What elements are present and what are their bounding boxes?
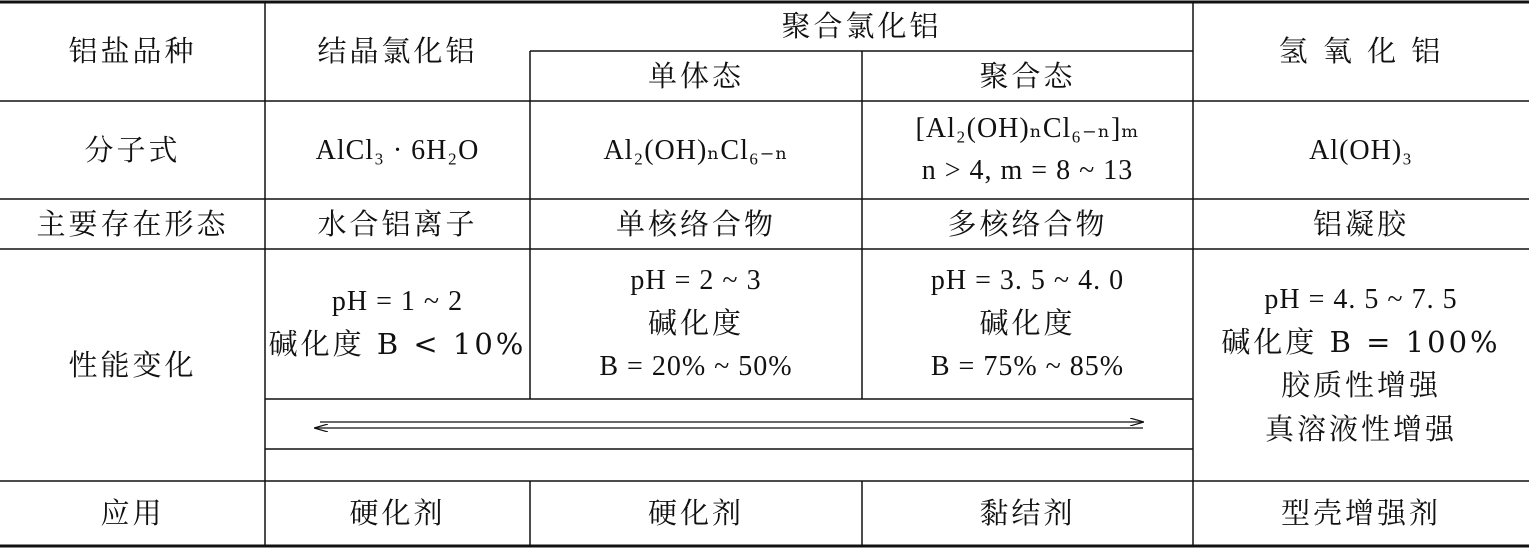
performance-label: 性能变化 xyxy=(68,347,197,382)
header-crystal: 结晶氯化铝 xyxy=(317,34,478,69)
header-row-label: 铝盐品种 xyxy=(68,34,197,69)
application-polymer: 黏结剂 xyxy=(979,496,1076,531)
performance-hydroxide-colloid: 胶质性增强 xyxy=(1280,368,1441,403)
form-hydroxide: 铝凝胶 xyxy=(1312,206,1409,241)
form-label: 主要存在形态 xyxy=(36,206,229,241)
application-crystal: 硬化剂 xyxy=(349,496,446,531)
performance-hydroxide-ph: pH = 4. 5 ~ 7. 5 xyxy=(1264,283,1458,315)
formula-polymer-line2: n > 4, m = 8 ~ 13 xyxy=(921,155,1134,186)
formula-hydroxide: Al(OH)₃ xyxy=(1309,134,1413,166)
performance-monomer-ph: pH = 2 ~ 3 xyxy=(630,265,762,297)
performance-polymer-ph: pH = 3. 5 ~ 4. 0 xyxy=(930,265,1125,297)
formula-monomer: Al₂(OH)ₙCl₆₋ₙ xyxy=(603,134,789,166)
performance-monomer-b: B = 20% ~ 50% xyxy=(599,350,793,382)
application-monomer: 硬化剂 xyxy=(647,496,744,531)
performance-crystal-ph: pH = 1 ~ 2 xyxy=(331,286,464,318)
formula-polymer-line1: [Al₂(OH)ₙCl₆₋ₙ]ₘ xyxy=(915,113,1140,144)
performance-monomer-b-label: 碱化度 xyxy=(647,306,744,341)
performance-crystal xyxy=(265,249,530,399)
trend-arrow xyxy=(315,422,1143,428)
form-polymer: 多核络合物 xyxy=(947,206,1108,241)
form-crystal: 水合铝离子 xyxy=(317,206,478,241)
performance-hydroxide-solution: 真溶液性增强 xyxy=(1264,411,1457,446)
performance-hydroxide xyxy=(1193,249,1529,481)
header-pac: 聚合氯化铝 xyxy=(781,9,942,44)
performance-polymer-b: B = 75% ~ 85% xyxy=(930,350,1125,382)
formula-label: 分子式 xyxy=(84,132,181,167)
header-polymer: 聚合态 xyxy=(979,58,1076,93)
application-hydroxide: 型壳增强剂 xyxy=(1280,496,1441,531)
header-hydroxide: 氢 氧 化 铝 xyxy=(1278,34,1444,69)
performance-monomer xyxy=(530,249,862,399)
header-monomer: 单体态 xyxy=(647,58,744,93)
performance-polymer xyxy=(862,249,1193,399)
performance-polymer-b-label: 碱化度 xyxy=(979,306,1076,341)
form-monomer: 单核络合物 xyxy=(615,206,776,241)
performance-crystal-b: 碱化度 B < 10% xyxy=(268,327,527,362)
application-label: 应用 xyxy=(100,496,165,531)
performance-hydroxide-b: 碱化度 B = 100% xyxy=(1221,324,1501,359)
formula-crystal: AlCl₃ · 6H₂O xyxy=(315,134,480,166)
formula-polymer xyxy=(862,101,1193,199)
